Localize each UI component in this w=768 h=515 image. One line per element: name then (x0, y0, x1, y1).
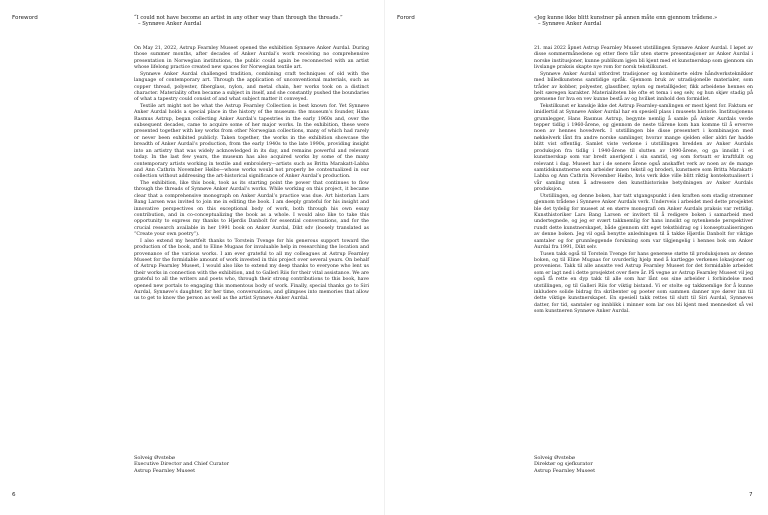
paragraph: Tusen takk også til Torstein Tvenge for hans generøse støtte til produksjonen av denne boken, og til Eline Mugaas for uvurderlig hjelp med å kartlegge verkenes lokasjoner og proveniens. Takk til alle ansatte ved Astrup Fearnley Museet for det formidable arbeidet som er lagt ned i dette prosjektet over flere år. På vegne av Astrup Fearnley Museet vil jeg også få rette en dyp takk til alle som har lånt oss sine arbeider i forbindelse med utstillingen, og til Galleri Riis for viktig bistand. Vi er stolte og takknemlige for å kunne inkludere solide bidrag fra skribenter og poeter som sammen danner nye dører inn til dette viktige kunstnerskapet. En spesiell takk rettes til slutt til Siri Aurdal, Synnøves datter, for tid, samtaler og innblikk i minner som lar oss bli kjent med mennesket så vel som kunstneren Synnøve Anker Aurdal. (534, 251, 753, 315)
page-number: 6 (12, 492, 16, 498)
signature (534, 455, 753, 474)
signature (134, 455, 369, 474)
signature-organization: Astrup Fearnley Museet (134, 467, 196, 474)
paragraph: I also extend my heartfelt thanks to Torstein Tvenge for his generous support toward the production of the book, and to Eline Mugaas for invaluable help in researching the location and provenance of the various works. I am ever grateful to all my colleagues at Astrup Fearnley Museet for the formidable amount of work invested in this project over several years. On behalf of Astrup Fearnley Museet, I would also like to extend my deep thanks to everyone who lent us their works in connection with the exhibition, and to Galleri Riis for their vital assistance. We are grateful to all the writers and poets who, through their strong contributions to this book, have opened new portals to engaging this momentous body of work. Finally, special thanks go to Siri Aurdal, Synnøve’s daughter, for her time, conversations, and glimpses into memories that allow us to get to know the person as well as the artist Synnøve Anker Aurdal. (134, 238, 369, 302)
right-page (384, 0, 768, 515)
epigraph-attribution: – Synnøve Anker Aurdal (538, 21, 602, 28)
page-number: 7 (749, 492, 753, 498)
signature-title: Executive Director and Chief Curator (134, 461, 230, 468)
paragraph: Synnøve Anker Aurdal utfordret tradisjoner og kombinerte eldre håndverksteknikker med billedkunstens samtidige språk. Gjennom bruk av utradisjonelle materialer, som tråder av kobber, polyester, glassfiber, nylon og metallkjeder, fikk arbeidene hennes en helt særegen karakter. Materialiteten ble ofte et tema i seg selv, og hun skjøv stadig på grensene for hva en vev kunne bestå av og hvilket innhold den formidlet. (534, 71, 753, 103)
paragraph: Tekstilkunst er kanskje ikke det Astrup Fearnley-samlingen er mest kjent for. Faktum er imidlertid at Synnøve Anker Aurdal har en spesiell plass i museets historie. Institusjonens grunnlegger, Hans Rasmus Astrup, begynte nemlig å samle på Anker Aurdals vevde tepper tidlig i 1960-årene, og gjennom de neste tiårene kom han komme til å erverve noen av hennes hovedverk. I utstillingen ble disse presentert i kombinasjon med nøkkelverk lånt fra andre norske samlinger, hvorav mange sjelden eller aldri før hadde blitt vist offentlig. Samlet viste verkene i utstillingen bredden av Anker Aurdals produksjon fra tidlig i 1940-årene til slutten av 1990-årene, og ga innsikt i et kunstnerskap som var bredt anerkjent i sin samtid, og som fortsatt er kraftfullt og relevant i dag. Museet har i de senere årene også anskaffet verk av noen av de mange samtidskunstnerne som arbeider innen tekstil og broderi, kunstnere som Britta Marakatt-Labba og Ann Cathrin November Høibo, hvis verk ikke ville blitt riktig kontekstualisert i vår samling uten å adressere den kunsthistoriske betydningen av Anker Aurdals produksjon. (534, 103, 753, 193)
epigraph-attribution: – Synnøve Anker Aurdal (138, 21, 202, 28)
epigraph (134, 15, 369, 28)
epigraph-quote: “I could not have become an artist in any other way than through the threads.” (134, 15, 343, 21)
section-label: Foreword (12, 15, 38, 21)
paragraph: On May 21, 2022, Astrup Fearnley Museet opened the exhibition Synnøve Anker Aurdal. During those summer months, after decades of Anker Aurdal’s work receiving no comprehensive presentation in Norwegian institutions, the public could again be reconnected with an artist whose lifelong practice created new spaces for Norwegian textile art. (134, 46, 369, 71)
signature-organization: Astrup Fearnley Museet (534, 467, 596, 474)
signature-name: Solveig Øvstebø (534, 455, 575, 461)
epigraph-quote: «Jeg kunne ikke blitt kunstner på annen måte enn gjennom trådene.» (534, 15, 718, 21)
paragraph: The exhibition, like this book, took as its starting point the power that continues to flow through the threads of Synnøve Anker Aurdal’s works. While working on this project, it became clear that a comprehensive monograph on Anker Aurdal’s practice was due. Art historian Lars Bang Larsen was invited to join me in editing the book. I am deeply grateful for his insight and innovative perspectives on this exceptional body of work, both through his own essay contribution, and in co-conceptualizing the book as a whole. I would also like to take this opportunity to express my thanks to Hjørdis Danbolt for essential conversations, and for the crucial research available in her 1991 book on Anker Aurdal, Dikt sdv (loosely translated as “Create your own poetry”). (134, 180, 369, 238)
paragraph: Synnøve Anker Aurdal challenged tradition, combining craft techniques of old with the language of contemporary art. Through the application of unconventional materials, such as copper thread, polyester, fiberglass, nylon, and metal chain, her works took on a distinct character. Materiality often became a subject in itself, and she constantly pushed the boundaries of what a tapestry could consist of and what subject matter it conveyed. (134, 71, 369, 103)
paragraph: 21. mai 2022 åpnet Astrup Fearnley Museet utstillingen Synnøve Anker Aurdal. I løpet av disse sommermånedene og etter flere tiår uten større presentasjoner av Anker Aurdal i norske institusjoner, kunne publikum igjen bli kjent med et kunstnerskap som gjennom sin livslange praksis skapte nye rom for norsk tekstilkunst. (534, 46, 753, 71)
epigraph (534, 15, 753, 28)
signature-name: Solveig Øvstebø (134, 455, 175, 461)
body-text (134, 46, 369, 303)
paragraph: Utstillingen, og denne boken, har tatt utgangspunkt i den kraften som stadig strømmer gjennom trådene i Synnøve Anker Aurdals verk. Underveis i arbeidet med dette prosjektet ble det tydelig for museet at en større monografi om Anker Aurdals praksis var rettidig. Kunsthistoriker Lars Bang Larsen er invitert til å redigere boken i samarbeid med undertegnede, og jeg er svært takknemlig for hans innsikt og nytenkende perspektiver rundt dette kunstnerskapet, både gjennom sitt eget tekstbidrag og i konseptualiseringen av denne boken. Jeg vil også benytte anledningen til å takke Hjørdis Danbolt for viktige samtaler og for grunnleggende forskning som var tilgjengelig i hennes bok om Anker Aurdal fra 1991, Dikt selv. (534, 193, 753, 251)
section-label: Forord (397, 15, 415, 21)
body-text (534, 46, 753, 316)
paragraph: Textile art might not be what the Astrup Fearnley Collection is best known for. Yet Synnøve Anker Aurdal holds a special place in the history of the museum: the museum’s founder, Hans Rasmus Astrup, began collecting Anker Aurdal’s tapestries in the early 1960s and, over the subsequent decades, came to acquire some of her major works. In the exhibition, these were presented together with key works from other Norwegian collections, many of which had rarely or never been exhibited publicly. Taken together, the works in the exhibition showcase the breadth of Anker Aurdal’s production, from the early 1940s to the late 1990s, providing insight into an artistry that was widely acknowledged in its day, and remains powerful and relevant today. In the last few years, the museum has also acquired works by some of the many contemporary artists working in textile and embroidery—artists such as Britta Marakatt-Labba and Ann Cathrin November Høibo—whose works would not properly be contextualized in our collection without addressing the art-historical significance of Anker Aurdal’s production. (134, 103, 369, 180)
signature-title: Direktør og sjefkurator (534, 461, 593, 468)
